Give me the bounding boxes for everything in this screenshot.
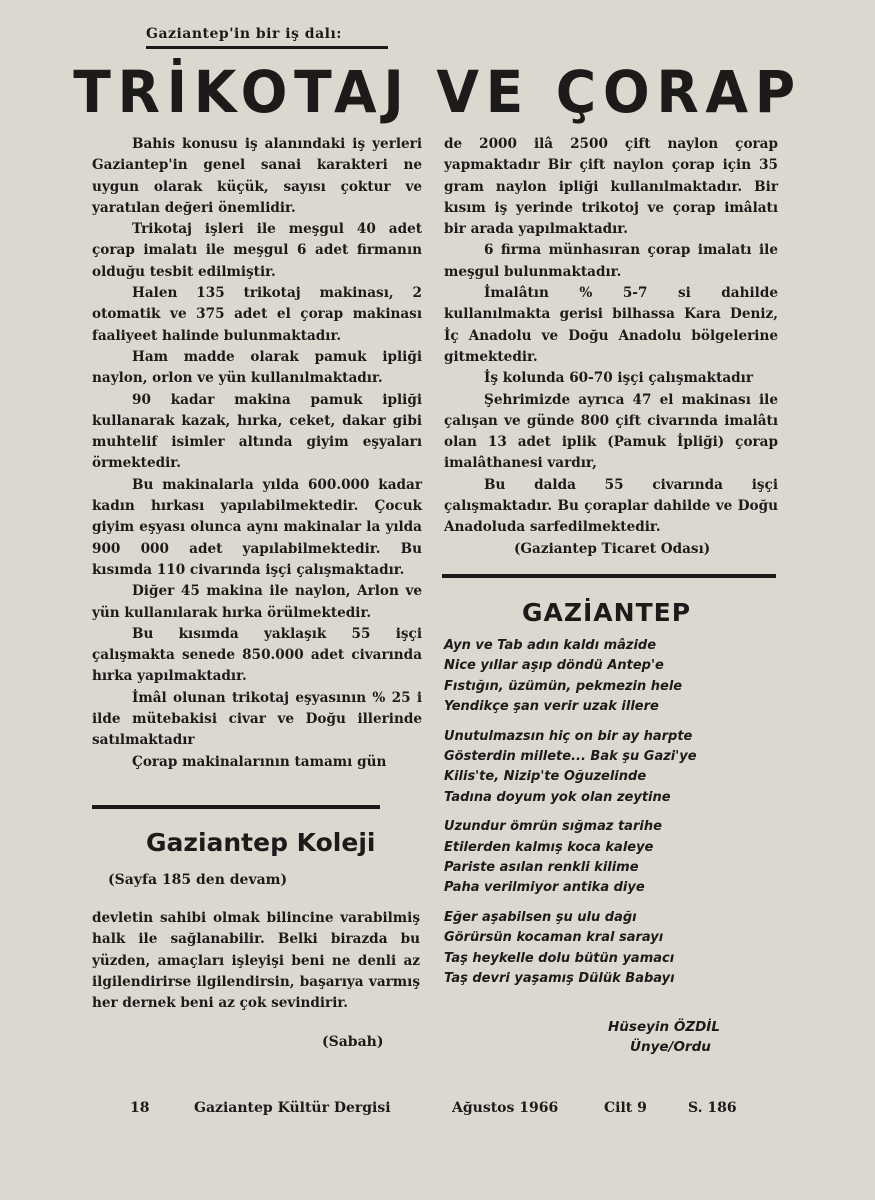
footer-date: Ağustos 1966 [452,1100,559,1116]
poem-line: Etilerden kalmış koca kaleye [444,839,654,855]
article-paragraph: Bu dalda 55 civarında işçi çalışmaktadır. Bu çoraplar dahilde ve Doğu Anadoluda sarfedilmektedir. [444,476,778,536]
footer-magazine: Gaziantep Kültür Dergisi [194,1100,391,1116]
poem-line: Taş devri yaşamış Dülük Babayı [444,971,675,987]
poem-line: Görürsün kocaman kral sarayı [444,930,664,946]
poem-line: Taş heykelle dolu bütün yamacı [444,950,675,966]
article-right-column [444,134,778,560]
poem-stanza [444,908,764,990]
article-paragraph: Çorap makinalarının tamamı gün [132,753,387,770]
poem-line: Fıstığın, üzümün, pekmezin hele [444,678,683,694]
koleji-paragraph: devletin sahibi olmak bilincine varabilmiş halk ile sağlanabilir. Belki birazda bu yüzden, amaçları işleyişi beni ne denli az ilgilendirirse ilgilendirsin, başarıya varmış her dernek beni az çok sevindirir. [92,910,420,1012]
article-paragraph: Halen 135 trikotaj makinası, 2 otomatik ve 375 adet el çorap makinası faaliyeet halinde bulunmaktadır. [92,285,422,344]
poem-line: Ayn ve Tab adın kaldı mâzide [444,638,657,653]
koleji-body [92,908,420,1014]
article-paragraph: Şehrimizde ayrıca 47 el makinası ile çalışan ve günde 800 çift civarında imalâtı olan 13 adet iplik (Pamuk İpliği) çorap imalâthanesi vardır, [444,391,778,472]
article-paragraph: Diğer 45 makina ile naylon, Arlon ve yün kullanılarak hırka örülmektedir. [92,583,422,621]
koleji-subtitle: (Sayfa 185 den devam) [108,872,288,888]
article-paragraph: de 2000 ilâ 2500 çift naylon çorap yapmaktadır Bir çift naylon çorap için 35 gram naylon ipliği kullanılmaktadır. Bir kısım iş yerinde trikotoj ve çorap imâlatı bir arada yapılmaktadır. [444,136,778,238]
poem-author: Hüseyin ÖZDİL [608,1019,720,1035]
poem-line: Yendikçe şan verir uzak illere [444,699,659,715]
poem-line: Unutulmazsın hiç on bir ay harpte [444,728,693,744]
headline: TRİKOTAJ VE ÇORAP [73,58,802,126]
poem-line: Tadına doyum yok olan zeytine [444,789,671,805]
poem-line: Kilis'te, Nizip'te Oğuzelinde [444,769,647,785]
article-paragraph: Ham madde olarak pamuk ipliği naylon, orlon ve yün kullanılmaktadır. [92,348,422,387]
poem-line: Uzundur ömrün sığmaz tarihe [444,819,662,835]
poem-location: Ünye/Ordu [630,1039,711,1055]
poem-line: Pariste asılan renkli kilime [444,860,639,876]
footer-page-number: 18 [130,1100,150,1116]
poem-line: Nice yıllar aşıp döndü Antep'e [444,658,664,674]
poem-line: Gösterdin millete... Bak şu Gazi'ye [444,749,697,765]
poem-line: Paha verilmiyor antika diye [444,880,645,896]
article-paragraph: İmalâtın % 5-7 si dahilde kullanılmakta gerisi bilhassa Kara Deniz, İç Anadolu ve Doğu Anadolu bölgelerine gitmektedir. [444,285,778,365]
poem-stanza [444,636,764,718]
article-paragraph: 6 firma münhasıran çorap imalatı ile meşgul bulunmaktadır. [444,242,778,280]
article-paragraph: Bu makinalarla yılda 600.000 kadar kadın hırkası yapılabilmektedir. Çocuk giyim eşyası olunca aynı makinalar la yılda 900 000 adet yapılabilmektedir. Bu kısımda 110 civarında işçi çalışmaktadır. [92,476,422,578]
kicker: Gaziantep'in bir iş dalı: [146,26,342,42]
poem-stanza [444,817,764,899]
koleji-source: (Sabah) [322,1034,384,1050]
poem-line: Eğer aşabilsen şu ulu dağı [444,909,637,925]
article-left-column [92,134,422,773]
article-paragraph: İş kolunda 60-70 işçi çalışmaktadır [484,370,754,387]
koleji-title: Gaziantep Koleji [146,828,376,857]
article-paragraph: Trikotaj işleri ile meşgul 40 adet çorap imalatı ile meşgul 6 adet firmanın olduğu tesbit edilmiştir. [92,221,422,280]
footer-volume: Cilt 9 [604,1100,647,1116]
poem-author-block [608,1017,720,1057]
poem-stanza [444,727,764,809]
kicker-underline [146,46,388,49]
poem [444,636,764,999]
footer-issue: S. 186 [688,1100,737,1116]
section-divider-right [442,574,776,578]
section-divider-left [92,805,380,809]
article-source: (Gaziantep Ticaret Odası) [514,540,711,557]
article-paragraph: Bu kısımda yaklaşık 55 işçi çalışmakta senede 850.000 adet civarında hırka yapılmaktadır. [92,625,422,685]
article-paragraph: 90 kadar makina pamuk ipliği kullanarak kazak, hırka, ceket, dakar gibi muhtelif isimler altında giyim eşyaları örmektedir. [92,391,422,472]
poem-title: GAZİANTEP [522,598,692,627]
article-paragraph: Bahis konusu iş alanındaki iş yerleri Gaziantep'in genel sanai karakteri ne uygun olarak küçük, sayısı çoktur ve yaratılan değeri önemlidir. [92,136,422,216]
article-paragraph: İmâl olunan trikotaj eşyasının % 25 i ilde mütebakisi civar ve Doğu illerinde satılmaktadır [92,689,422,749]
